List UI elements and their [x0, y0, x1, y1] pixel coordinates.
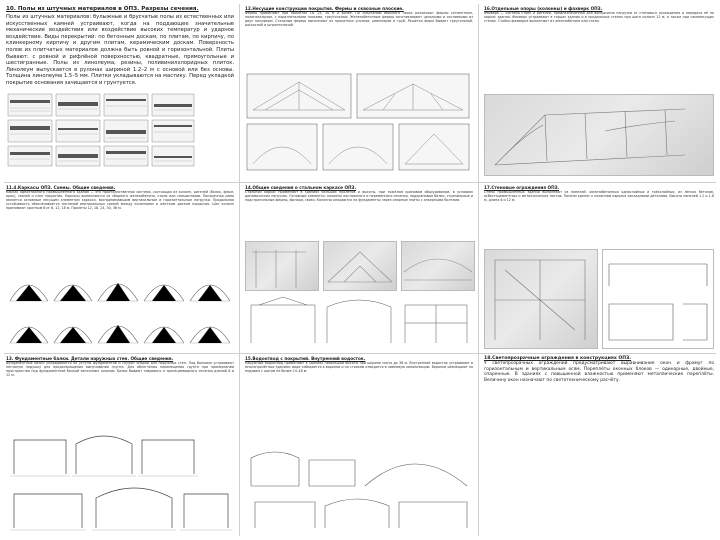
section-12-body: Фермы применяют при пролётах 18, 24, 30 м и более. По очертанию верхнего пояса различают фермы сегментные, полигональные, с параллельными поясами, треугольные. Железобетонные фермы изготавливают цельными и составными из двух полуферм. Стальные фермы выполняют из прокатных уголков, швеллеров и труб. Решётка ферм бывает треугольной, раскосной и шпренгельной. [245, 11, 473, 28]
section-13 [6, 356, 234, 536]
column-divider-1 [239, 4, 240, 536]
section-15-body: Наружный водоотвод применяют в зданиях небольшой высоты при ширине ската до 36 м. Внутренний водосток устраивают в многопролётных зданиях: вода собирается в воронки и по стоякам отводится в ливневую канализацию. Воронки размещают по ендовам с шагом не более 24–48 м. [245, 361, 473, 374]
column-photo [246, 242, 318, 290]
section-15-title: 15.Водоотвод с покрытий. Внутренний водосток. [245, 356, 366, 361]
arch-drawings [6, 263, 234, 347]
row-divider-1 [4, 182, 716, 183]
section-15-figure [245, 446, 473, 532]
section-18-body: У светопрозрачных ограждений предусматривают выравнивание окон и фрамуг по горизонтальным и вертикальным осям. Переплёты оконных блоков — одинарные, двойные, спаренные. В зданиях с повышенной влажностью применяют металлические переплёты. Величину окон назначают по светотехническому расчёту. [484, 361, 714, 383]
section-16-photo [484, 94, 714, 176]
section-11-figure [6, 263, 234, 347]
section-14-photo-1 [245, 241, 319, 291]
section-16-title: 16.Отдельные опоры (колонны) и фахверк ОПЗ. [484, 6, 603, 11]
section-14-photo-3 [401, 241, 475, 291]
section-11 [6, 185, 234, 350]
section-10-figure-panels [6, 92, 196, 168]
section-16-body: Фахверк — система стоек и ригелей, предназначенная для восприятия нагрузки от стенового ограждения и передачи её на каркас здания. Фахверк устраивают в торцах здания и в продольных стенах при шаге колонн 12 м, а также при самонесущих стенах. Стойки фахверка выполняют из железобетона или стали. [484, 11, 714, 24]
section-17-drawing [602, 249, 714, 349]
section-16 [484, 6, 714, 178]
section-15 [245, 356, 473, 536]
frame-diagram-drawing [6, 424, 234, 532]
section-14 [245, 185, 473, 350]
section-10 [6, 6, 234, 178]
section-10-body: Полы из штучных материалов: булыжные и брусчатые полы из естественных или искусственных камней устраивают, когда на поддающее значительные механические воздействия или воздействие высоких температур и ударное воздействие. Виды перекрытий: по бетонным доскам, по плитам, по кирпичу, по клинкерному кирпичу и другим плитам, керамическим доскам. Поверхность полов из плитчатых материалов должна быть ровной и горизонтальной. Плиты бывают: с ровной и рифлёной поверхностью, квадратные, прямоугольные и шестигранные. Полы из линолеума, резины, поливинилхлоридных плиток. Линолеум выпускается в рулонах шириной 1.2–2 м с основой или без основы. Толщина линолеума 1.5–5 мм. Плитки укладываются на мастику. Перед укладкой покрытие основания зачищается и грунтуется. [6, 14, 234, 86]
section-17-title: 17.Стеновые ограждения ОПЗ. [484, 185, 560, 190]
steel-frame-drawing [245, 293, 473, 347]
drainage-drawing [245, 446, 473, 532]
truss-photo [324, 242, 396, 290]
wall-panel-drawing [603, 250, 713, 348]
row-divider-2 [4, 353, 716, 354]
section-17 [484, 185, 714, 350]
section-14-title: 14.Общие сведения о стальном каркасе ОПЗ. [245, 185, 357, 190]
section-14-body: Стальной каркас применяют в зданиях больших пролётов и высоты, при тяжёлом крановом оборудовании, в условиях динамических нагрузок. Основные элементы: колонны постоянного и переменного сечения, подкрановые балки, стропильные и подстропильные фермы, фонари, связи. Колонны опираются на фундаменты через опорные плиты с анкерными болтами. [245, 190, 473, 203]
section-17-body: Стены промышленных зданий выполняют из панелей: железобетонных однослойных и трёхслойных, из лёгких бетонов, асбестоцементных и металлических листов. Панели крепят к колоннам каркаса закладными деталями. Высота панелей 1.2 и 1.8 м, длина 6 и 12 м. [484, 190, 714, 203]
section-13-body: Фундаментные балки укладываются на уступы фундаментов и служат опорой для наружных стен. Под балками устраивают песчаную подушку для предотвращения выпучивания грунта. Для облегчения перемещения грунта при промерзании пространство под фундаментной балкой заполняют шлаком. Балки бывают таврового и трапециевидного сечения длиной 6 и 12 м. [6, 361, 234, 378]
section-11-title: 11.4.Каркасы ОПЗ. Схемы. Общие сведения. [6, 185, 116, 190]
beam-photo [402, 242, 474, 290]
section-12-figure [245, 70, 473, 174]
section-14-photo-2 [323, 241, 397, 291]
truss-drawings [245, 70, 473, 174]
floor-layers-drawing [6, 92, 196, 168]
section-12 [245, 6, 473, 178]
section-10-title: 10. Полы из штучных материалов в ОПЗ. Разрезы сечения. [6, 6, 199, 12]
section-12-title: 12.Несущие конструкции покрытия. Фермы и сквозные плоские. [245, 6, 404, 11]
section-13-figure [6, 424, 234, 532]
window-photo [485, 250, 597, 348]
section-11-body: Каркас одноэтажного промышленного здания — это пространственная система, состоящая из колонн, ригелей (балок, ферм, арок), связей и плит покрытия. Каркасы выполняются из сборного железобетона, стали или смешанными. Поперечная рама является основным несущим элементом каркаса, воспринимающим вертикальные и горизонтальные нагрузки. Продольная устойчивость обеспечивается системой вертикальных связей между колоннами и жёстким диском покрытия. Шаг колонн принимают кратным 6 м: 6, 12, 18 м. Пролёты 12, 18, 24, 30, 36 м. [6, 190, 234, 211]
section-13-title: 13. Фундаментные балки. Детали наружных стен. Общие сведения. [6, 356, 174, 361]
section-14-drawing [245, 293, 473, 347]
section-17-photo-1 [484, 249, 598, 349]
section-18-title: 18.Светопрозрачные ограждения в конструкциях ОПЗ. [484, 356, 632, 361]
column-divider-2 [478, 4, 479, 536]
sketch-photo [485, 95, 713, 175]
section-18 [484, 356, 714, 536]
